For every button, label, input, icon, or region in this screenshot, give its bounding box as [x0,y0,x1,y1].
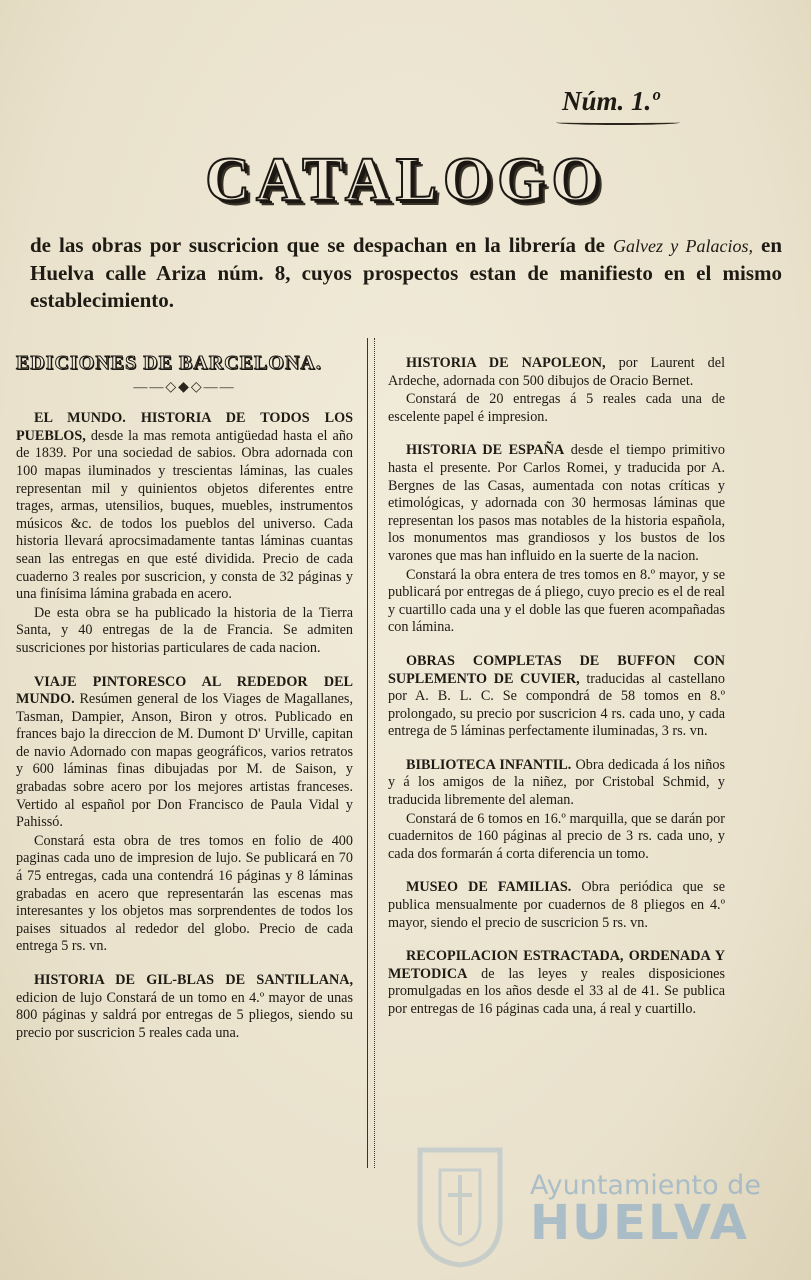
entry-text-2: Constará de 6 tomos en 16.º marquilla, que se darán por cuadernitos de 160 páginas al precio de 3 rs. cada uno, y cada dos formarán á corta diferencia un tomo. [388,810,725,862]
entry-text-2: Constará la obra entera de tres tomos en 8.º mayor, y se publicará por entregas de á pliego, cuyo precio es el de real y cuartillo cada una y el doble las que fueren acompañadas con lámina. [388,566,725,636]
entry-title: EL MUNDO. HISTORIA DE TODOS LOS PUEBLOS, [16,410,353,444]
city-seal-icon [410,1140,510,1270]
issue-number: Núm. 1.º [562,86,660,116]
entry-title: VIAJE PINTORESCO AL REDEDOR DEL MUNDO. [16,673,353,708]
entry-text: Obra dedicada á los niños y á los amigos de la niñez, por Cristobal Schmid, y traducida libremente del aleman. [388,756,726,809]
catalog-entry [388,355,725,426]
page-subtitle [30,232,782,314]
subtitle-part1: de las obras por suscricion que se despachan en la librería de [30,233,606,257]
entry-text: de las leyes y reales disposiciones promulgadas en los años desde el 33 al de 41. Se publica por entregas de 16 páginas cada una, á real y cuartillo. [388,965,726,1017]
subtitle-handwritten-name: Galvez y Palacios, [613,236,754,256]
entry-title: HISTORIA DE NAPOLEON, [406,355,606,371]
entry-title: HISTORIA DE GIL-BLAS DE SANTILLANA, [34,972,353,988]
issue-number-underline [556,120,680,125]
section-heading: EDICIONES DE BARCELONA. [16,352,322,374]
page-title: CATALOGO [205,146,606,214]
catalog-entry [388,879,725,932]
catalog-entry [388,757,725,864]
entry-title: HISTORIA DE ESPAÑA [406,442,565,459]
entry-text: Resúmen general de los Viages de Magallanes, Tasman, Dampier, Anson, Biron y otros. Publicado en frances bajo la direccion de M. Dumont D' Urville, capitan de navio Adornado con mapas geográficos, varios retratos y 600 láminas finas dibujadas por M. de Saison, y grabadas sobre acero por los mejores artistas franceses. Vertido al español por Don Francisco de Paula Vidal y Pahissó. [16,691,354,831]
entry-text-2: Constará esta obra de tres tomos en folio de 400 paginas cada uno de impresion de lujo. Se publicará en 70 á 75 entregas, cada una contendrá 16 páginas y 8 láminas grabadas en acero que representarán las escenas mas interesantes y los objetos mas sorprendentes de todos los paises situados al rededor del globo. Precio de cada entrega 5 rs. vn. [16,832,353,955]
catalog-entry [388,948,725,1018]
right-column [388,355,725,1035]
entry-text-2: De esta obra se ha publicado la historia de la Tierra Santa, y 40 entregas de la de Francia. Se admiten suscriciones por historias particulares de cada nacion. [16,604,353,656]
entry-title: BIBLIOTECA INFANTIL. [406,756,572,773]
entry-title: OBRAS COMPLETAS DE BUFFON CON SUPLEMENTO DE CUVIER, [388,652,725,687]
entry-text: desde la mas remota antigüedad hasta el año de 1839. Por una sociedad de sabios. Obra adornada con 100 mapas iluminados y trescientas láminas, las cuales representan mil y quinientos objetos diferentes entre trages, armas, utensilios, buques, muebles, instrumentos músicos &c. de todos los pueblos del universo. Cada historia llevará aprocsimadamente tantas láminas cuantas sean las entregas en que esté dividida. Precio de cada cuaderno 3 reales por suscricion, y consta de 32 páginas y una finísima lámina grabada en acero. [16,427,354,603]
entry-title: RECOPILACION ESTRACTADA, ORDENADA Y METODICA [388,948,725,982]
entry-text: Obra periódica que se publica mensualmente por cuadernos de 8 pliegos en 4.º mayor, siendo el precio de suscricion 5 rs. vn. [388,879,725,931]
subtitle-part2: en Huelva calle Ariza núm. 8, cuyos prospectos estan de manifiesto en el mismo establecimiento. [30,233,783,312]
catalog-entry [388,653,725,741]
ornament-divider: ——◇◆◇—— [133,379,236,395]
entry-text: por Laurent del Ardeche, adornada con 500 dibujos de Oracio Bernet. [388,355,726,389]
catalog-entry [16,972,353,1042]
watermark [530,1170,761,1251]
column-divider [367,338,375,1168]
catalog-entry [16,410,353,657]
entry-text-2: Constará de 20 entregas á 5 reales cada una de escelente papel é impresion. [388,391,725,425]
catalog-entry [16,674,353,957]
left-column [16,352,354,1058]
catalog-entry [388,442,725,637]
entry-title: MUSEO DE FAMILIAS. [406,879,572,896]
entry-text: desde el tiempo primitivo hasta el presente. Por Carlos Romei, y traducida por A. Bergnes de las Casas, aumentada con notas críticas y etimológicas, y adornada con 30 hermosas láminas que representan los pasos mas notables de la historia española, los monumentos mas grandiosos y los bustos de los varones que mas han influido en la suerte de la nacion. [388,442,725,564]
watermark-line1: Ayuntamiento de [530,1170,761,1201]
watermark-line2: HUELVA [530,1195,749,1251]
entry-text: traducidas al castellano por A. B. L. C. Se compondrá de 58 tomos en 8.º prolongado, su precio por suscricion 4 rs. cada uno, y cada entrega de 5 láminas perfectamente iluminadas, 3 rs. vn. [388,670,725,740]
entry-text: edicion de lujo Constará de un tomo en 4.º mayor de unas 800 páginas y saldrá por entregas de 5 pliegos, siendo su precio por suscricion 5 reales cada una. [16,989,353,1041]
